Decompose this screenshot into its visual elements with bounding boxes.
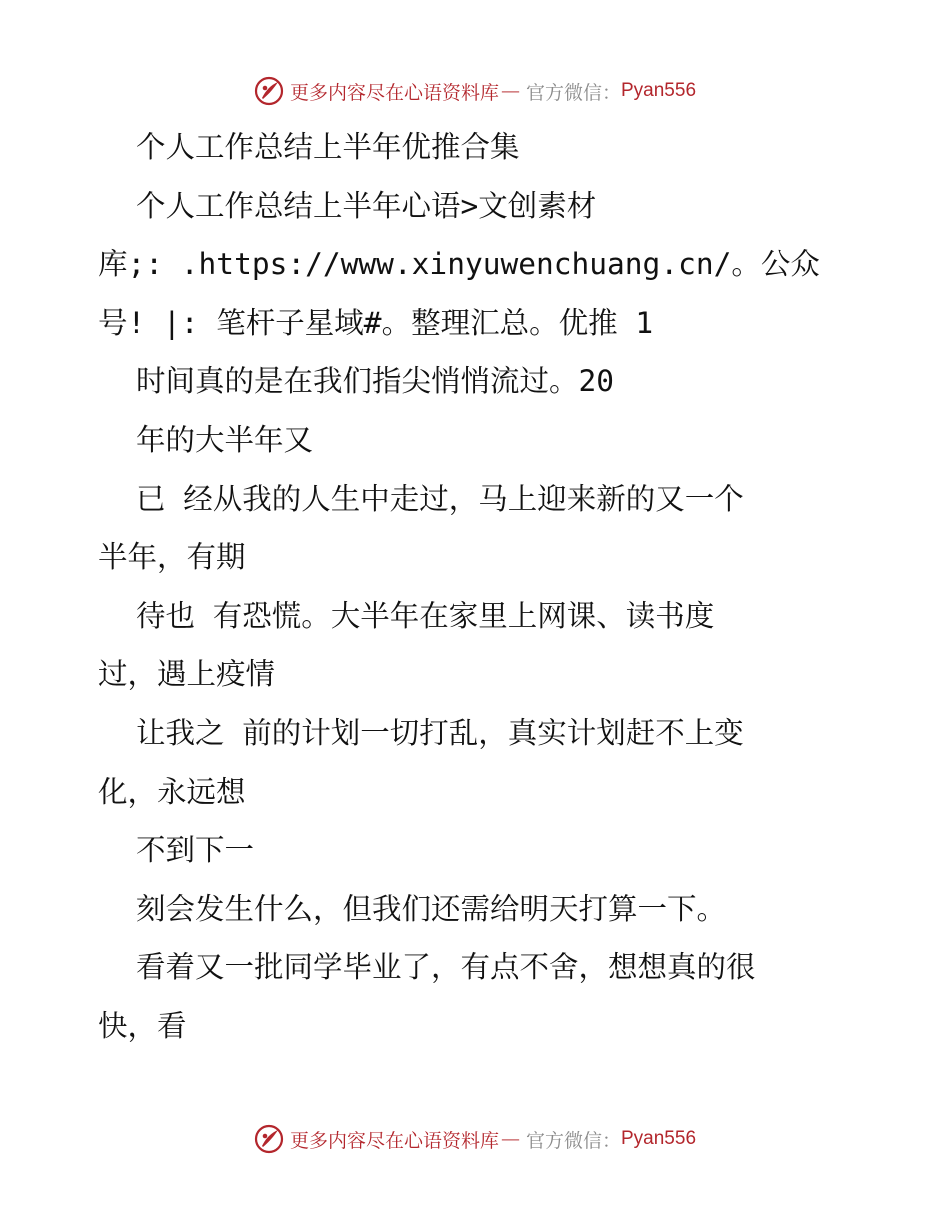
text-line: 化，永远想	[98, 774, 246, 809]
document-body	[98, 118, 888, 1056]
watermark-brand: 更多内容尽在心语资料库	[289, 1129, 499, 1152]
watermark-account: Pyan556	[621, 1128, 697, 1149]
quill-seal-icon	[254, 76, 284, 106]
text-line: 不到下一	[136, 833, 255, 868]
watermark-separator: —	[500, 1128, 520, 1150]
watermark-footer	[0, 1124, 950, 1154]
quill-seal-icon	[254, 1124, 284, 1154]
watermark-label: 官方微信：	[525, 1129, 621, 1152]
text-line: 待也 有恐慌。大半年在家里上网课、读书度	[136, 598, 715, 633]
text-line: 号! |: 笔杆子星域#。整理汇总。优推 1	[98, 305, 654, 340]
text-line: 库;: .https://www.xinyuwenchuang.cn/。公众	[98, 247, 820, 282]
text-line: 半年，有期	[98, 540, 246, 575]
text-line: 刻会发生什么，但我们还需给明天打算一下。	[136, 891, 727, 926]
text-line: 已 经从我的人生中走过，马上迎来新的又一个	[136, 481, 744, 516]
text-line: 个人工作总结上半年心语>文创素材	[136, 188, 597, 223]
watermark-account: Pyan556	[621, 80, 697, 101]
text-line: 时间真的是在我们指尖悄悄流过。20	[136, 364, 615, 399]
text-line: 个人工作总结上半年优推合集	[136, 130, 520, 164]
watermark-header	[0, 76, 950, 106]
text-line: 过，遇上疫情	[98, 657, 276, 692]
text-line: 年的大半年又	[136, 422, 314, 457]
text-line: 看着又一批同学毕业了，有点不舍，想想真的很	[136, 950, 756, 985]
watermark-brand: 更多内容尽在心语资料库	[289, 81, 499, 104]
text-line: 让我之 前的计划一切打乱，真实计划赶不上变	[136, 715, 744, 750]
text-line: 快，看	[98, 1008, 187, 1043]
watermark-label: 官方微信：	[525, 81, 621, 104]
watermark-separator: —	[500, 80, 520, 102]
